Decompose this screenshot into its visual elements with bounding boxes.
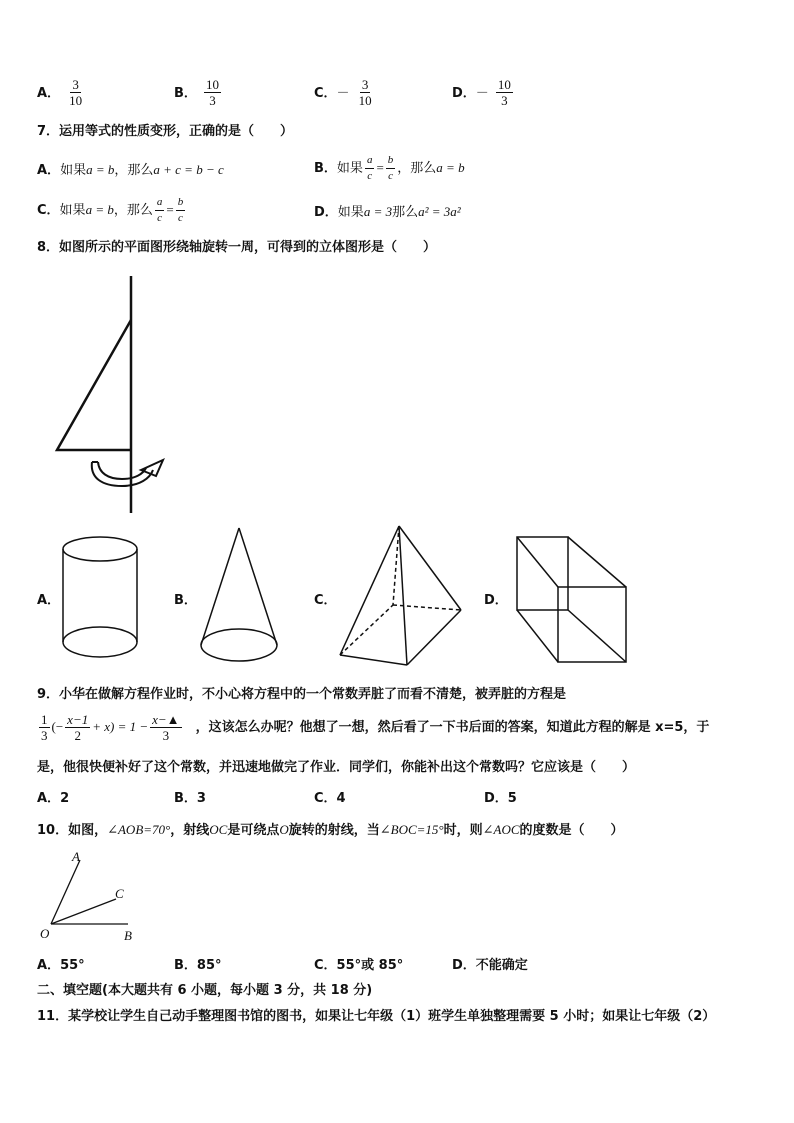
option-text: 3 — [196, 791, 206, 806]
option-label: D． — [452, 958, 476, 973]
option-label: D． — [452, 86, 476, 101]
numerator: 3 — [72, 77, 79, 92]
q7-option-b: B．如果 $\frac{a}{c}$ = $\frac{b}{c}$ ，那么a = b — [314, 154, 465, 182]
text: 时，则 — [443, 823, 483, 838]
q8-option-c-label: C． — [314, 593, 337, 608]
denominator: 10 — [358, 93, 372, 108]
text: 如果 — [336, 161, 363, 176]
numerator: 1 — [41, 712, 48, 727]
text: 10．如图， — [37, 823, 108, 838]
numerator: b — [386, 153, 396, 169]
minus-sign: － — [475, 85, 489, 100]
numerator: a — [155, 195, 165, 211]
option-text: 4 — [336, 791, 346, 806]
math: a = b — [436, 160, 465, 175]
math: a = b — [85, 202, 114, 217]
q11-stem: 11．某学校让学生自己动手整理图书馆的图书，如果让七年级（1）班学生单独整理需要 5 小时；如果让七年级（2） — [37, 1009, 716, 1024]
text: ，这该怎么办呢？他想了一想，然后看了一下书后面的答案，知道此方程的解是 x=5，于 — [195, 720, 710, 735]
math: a = b — [86, 162, 115, 177]
section-heading: 二、填空题(本大题共有 6 小题，每小题 3 分，共 18 分) — [37, 983, 373, 998]
label-c: C — [115, 886, 124, 901]
option-label: B． — [314, 161, 337, 176]
text: ，那么 — [397, 161, 437, 176]
math: (− — [51, 719, 64, 734]
q8-option-a-label: A． — [37, 593, 61, 608]
option-label: C． — [314, 86, 337, 101]
minus-sign: － — [336, 85, 350, 100]
numerator: 10 — [206, 77, 220, 92]
option-label: D． — [314, 205, 338, 220]
numerator: x−1 — [67, 712, 89, 727]
label-o: O — [40, 926, 50, 941]
q10-option-a — [37, 958, 85, 974]
label-b: B — [124, 928, 132, 943]
math: OC — [209, 822, 228, 837]
math: a² = 3a² — [418, 204, 461, 219]
option-label: D． — [484, 791, 508, 806]
denominator: 2 — [74, 728, 81, 743]
denominator: 10 — [69, 93, 83, 108]
math: O — [279, 822, 289, 837]
option-label: A． — [37, 86, 61, 101]
option-text: 55° — [60, 958, 85, 973]
option-text: 85° — [196, 958, 222, 973]
text: ，射线 — [170, 823, 210, 838]
q10-option-b — [174, 958, 222, 974]
text: 那么 — [392, 205, 419, 220]
math: ∠AOC — [482, 822, 520, 837]
option-label: A． — [37, 791, 61, 806]
option-label: C． — [314, 791, 337, 806]
option-label: B． — [174, 86, 197, 101]
option-text: 5 — [507, 791, 517, 806]
denominator: c — [367, 170, 373, 182]
denominator: c — [178, 212, 183, 224]
q8-option-d-label: D． — [484, 593, 508, 608]
text: 如果 — [337, 205, 364, 220]
math: a + c = b − c — [153, 162, 224, 177]
q8-stem: 8．如图所示的平面图形绕轴旋转一周，可得到的立体图形是（ ） — [37, 240, 437, 255]
text: 的度数是（ ） — [519, 823, 624, 838]
denominator: 3 — [209, 93, 216, 108]
q8-option-b-label: B． — [174, 593, 197, 608]
option-text: 2 — [60, 791, 70, 806]
text: 旋转的射线，当 — [288, 823, 380, 838]
math: + x) = 1 − — [92, 719, 149, 734]
q10-option-c — [314, 958, 403, 974]
q9-line-3: 是，他很快便补好了这个常数，并迅速地做完了作业．同学们，你能补出这个常数吗？它应该是（ ） — [37, 760, 636, 775]
option-label: C． — [37, 203, 60, 218]
text: 是可绕点 — [227, 823, 280, 838]
denominator: 3 — [501, 93, 508, 108]
denominator: 3 — [162, 728, 170, 743]
option-label: A． — [37, 163, 61, 178]
numerator: b — [176, 195, 186, 211]
option-label: C． — [314, 958, 337, 973]
option-text: 不能确定 — [475, 958, 528, 973]
math: ∠BOC=15° — [379, 822, 444, 837]
denominator: c — [388, 170, 393, 182]
numerator: 10 — [497, 77, 511, 92]
q7-option-c: C．如果a = b，那么 $\frac{a}{c}$ = $\frac{b}{c}$ — [37, 196, 184, 224]
q7-stem: 7．运用等式的性质变形，正确的是（ ） — [37, 124, 294, 139]
text: 如果 — [59, 203, 86, 218]
math: a = 3 — [363, 204, 393, 219]
text: 如果 — [60, 163, 87, 178]
numerator: a — [365, 153, 375, 169]
denominator: c — [157, 212, 163, 224]
text: ，那么 — [114, 163, 154, 178]
numerator: x−▲ — [152, 712, 180, 727]
option-label: B． — [174, 791, 197, 806]
denominator: 3 — [41, 728, 48, 743]
label-a: A — [72, 849, 80, 864]
numerator: 3 — [361, 77, 369, 92]
text: ，那么 — [113, 203, 153, 218]
option-label: B． — [174, 958, 197, 973]
q9-line-1: 9．小华在做解方程作业时，不小心将方程中的一个常数弄脏了而看不清楚，被弄脏的方程是 — [37, 687, 567, 702]
math: ∠AOB=70° — [107, 822, 171, 837]
option-label: A． — [37, 958, 61, 973]
option-text: 55°或 85° — [336, 958, 404, 973]
q10-option-d — [452, 958, 528, 974]
